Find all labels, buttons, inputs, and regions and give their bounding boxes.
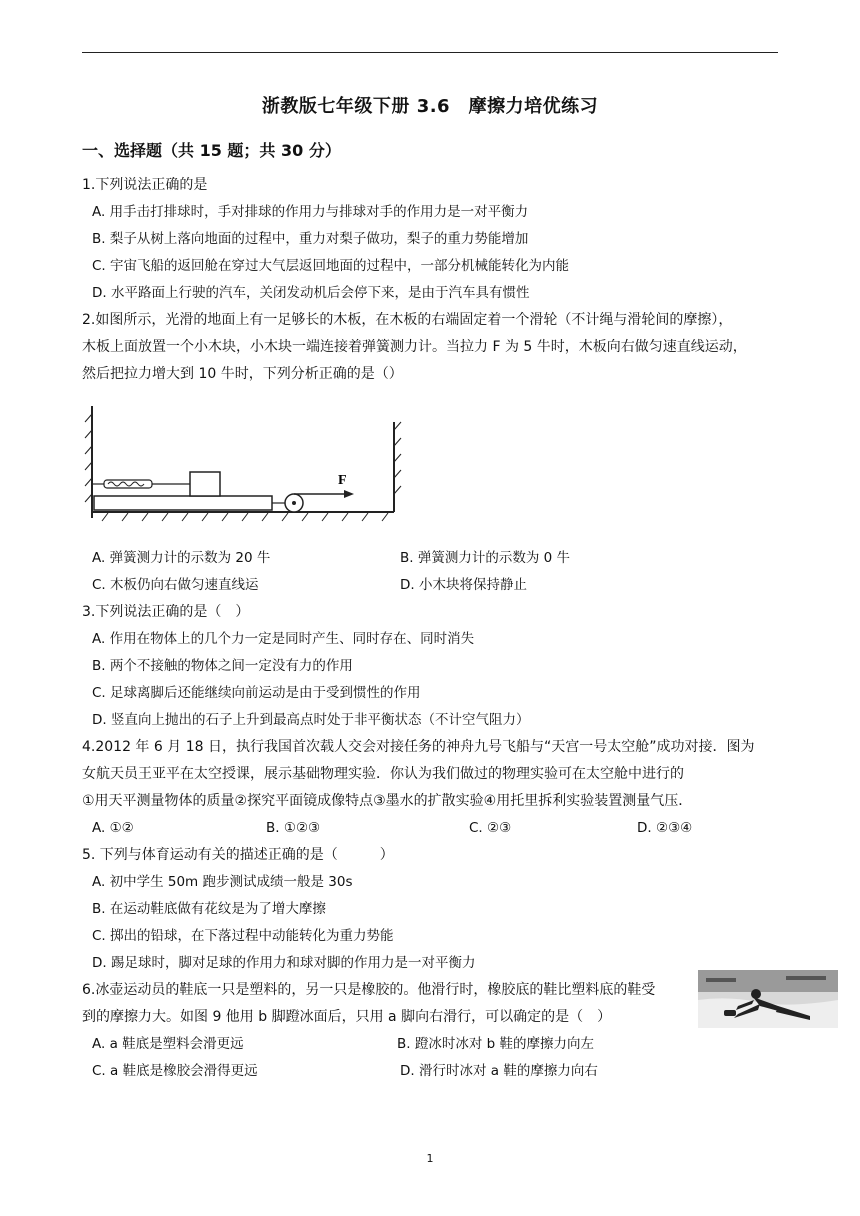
q6-option-a: A. a 鞋底是塑料会滑更远 — [92, 1036, 244, 1052]
q1-option-a: A. 用手击打排球时，手对排球的作用力与排球对手的作用力是一对平衡力 — [92, 204, 529, 220]
q2-stem-line1: 2.如图所示，光滑的地面上有一足够长的木板，在木板的右端固定着一个滑轮（不计绳与滑轮间的摩擦）， — [82, 312, 733, 328]
q5-option-d: D. 踢足球时，脚对足球的作用力和球对脚的作用力是一对平衡力 — [92, 955, 476, 971]
q3-stem: 3.下列说法正确的是（ ） — [82, 604, 250, 620]
q4-option-a: A. ①② — [92, 820, 134, 836]
section-heading: 一、选择题（共 15 题；共 30 分） — [82, 141, 341, 160]
q5-stem: 5. 下列与体育运动有关的描述正确的是（ ） — [82, 847, 394, 863]
page-number: 1 — [426, 1152, 434, 1165]
q5-option-b: B. 在运动鞋底做有花纹是为了增大摩擦 — [92, 901, 326, 917]
q3-option-c: C. 足球离脚后还能继续向前运动是由于受到惯性的作用 — [92, 685, 421, 701]
q6-option-b: B. 蹬冰时冰对 b 鞋的摩擦力向左 — [397, 1036, 594, 1052]
q2-option-d: D. 小木块将保持静止 — [400, 577, 527, 593]
q6-stem-line1: 6.冰壶运动员的鞋底一只是塑料的，另一只是橡胶的。他滑行时，橡胶底的鞋比塑料底的鞋受 — [82, 982, 656, 998]
header-rule — [82, 52, 778, 53]
q1-option-d: D. 水平路面上行驶的汽车，关闭发动机后会停下来，是由于汽车具有惯性 — [92, 285, 530, 301]
q2-stem-line2: 木板上面放置一个小木块，小木块一端连接着弹簧测力计。当拉力 F 为 5 牛时，木板向右做匀速直线运动， — [82, 339, 747, 355]
q4-stem-line1: 4.2012 年 6 月 18 日，执行我国首次载人交会对接任务的神舟九号飞船与“天宫一号太空舱”成功对接．图为 — [82, 739, 755, 755]
q4-option-c: C. ②③ — [469, 820, 512, 836]
q3-option-b: B. 两个不接触的物体之间一定没有力的作用 — [92, 658, 353, 674]
curling-athlete-photo — [698, 970, 838, 1028]
q3-option-a: A. 作用在物体上的几个力一定是同时产生、同时存在、同时消失 — [92, 631, 475, 647]
q1-option-b: B. 梨子从树上落向地面的过程中，重力对梨子做功，梨子的重力势能增加 — [92, 231, 529, 247]
q3-option-d: D. 竖直向上抛出的石子上升到最高点时处于非平衡状态（不计空气阻力） — [92, 712, 530, 728]
q6-option-d: D. 滑行时冰对 a 鞋的摩擦力向右 — [400, 1063, 598, 1079]
q2-option-c: C. 木板仍向右做匀速直线运 — [92, 577, 259, 593]
q6-option-c: C. a 鞋底是橡胶会滑得更远 — [92, 1063, 258, 1079]
q2-pulley-figure — [82, 400, 412, 530]
q1-stem: 1.下列说法正确的是 — [82, 177, 208, 193]
q1-option-c: C. 宇宙飞船的返回舱在穿过大气层返回地面的过程中，一部分机械能转化为内能 — [92, 258, 570, 274]
q4-option-d: D. ②③④ — [637, 820, 693, 836]
q6-stem-line2: 到的摩擦力大。如图 9 他用 b 脚蹬冰面后，只用 a 脚向右滑行，可以确定的是（ ） — [82, 1009, 612, 1025]
page-title: 浙教版七年级下册 3.6 摩擦力培优练习 — [261, 96, 599, 117]
q5-option-c: C. 掷出的铅球，在下落过程中动能转化为重力势能 — [92, 928, 394, 944]
q4-stem-line2: 女航天员王亚平在太空授课，展示基础物理实验．你认为我们做过的物理实验可在太空舱中进行的 — [82, 766, 684, 782]
q4-stem-line3: ①用天平测量物体的质量②探究平面镜成像特点③墨水的扩散实验④用托里拆利实验装置测量气压． — [82, 793, 693, 809]
q4-option-b: B. ①②③ — [266, 820, 321, 836]
q2-option-a: A. 弹簧测力计的示数为 20 牛 — [92, 550, 271, 566]
q2-option-b: B. 弹簧测力计的示数为 0 牛 — [400, 550, 571, 566]
force-label: F — [338, 473, 347, 488]
q2-stem-line3: 然后把拉力增大到 10 牛时，下列分析正确的是（） — [82, 366, 403, 382]
q5-option-a: A. 初中学生 50m 跑步测试成绩一般是 30s — [92, 874, 353, 890]
